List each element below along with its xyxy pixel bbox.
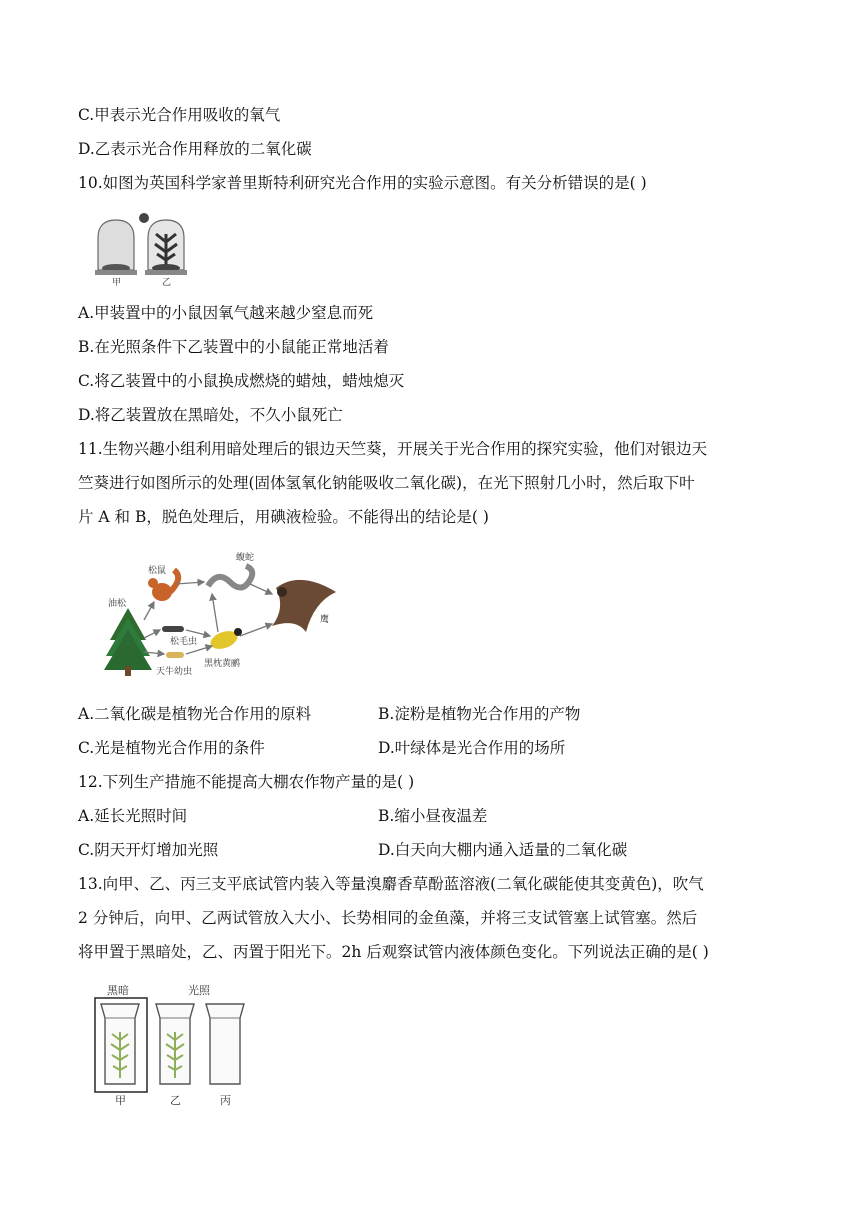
q11-label-caterpillar: 松毛虫 xyxy=(170,637,198,647)
q13-stem-line-3: 将甲置于黑暗处，乙、丙置于阳光下。2h 后观察试管内液体颜色变化。下列说法正确的是( ) xyxy=(78,943,709,961)
q10-option-b: B.在光照条件下乙装置中的小鼠能正常地活着 xyxy=(78,338,389,356)
q11-stem-line-1: 11.生物兴趣小组利用暗处理后的银边天竺葵，开展关于光合作用的探究实验，他们对银边天 xyxy=(78,440,708,458)
q9-option-d: D.乙表示光合作用释放的二氧化碳 xyxy=(78,140,312,158)
q12-option-a: A.延长光照时间 xyxy=(78,807,188,825)
q13-stem-line-2: 2 分钟后，向甲、乙两试管放入大小、长势相同的金鱼藻，并将三支试管塞上试管塞。然后 xyxy=(78,909,698,927)
q13-label-tube-b: 乙 xyxy=(170,1094,181,1107)
q12-option-b: B.缩小昼夜温差 xyxy=(378,807,488,825)
q11-label-pine: 油松 xyxy=(108,599,127,609)
q10-option-c: C.将乙装置中的小鼠换成燃烧的蜡烛，蜡烛熄灭 xyxy=(78,372,405,390)
q9-option-c: C.甲表示光合作用吸收的氧气 xyxy=(78,106,281,124)
q10-label-jia: 甲 xyxy=(112,278,122,288)
q11-label-snake: 蝮蛇 xyxy=(236,553,255,563)
q11-stem-line-3: 片 A 和 B，脱色处理后，用碘液检验。不能得出的结论是( ) xyxy=(78,508,489,526)
q11-figure-food-web xyxy=(100,548,350,680)
q11-stem-line-2: 竺葵进行如图所示的处理(固体氢氧化钠能吸收二氧化碳)，在光下照射几小时，然后取下叶 xyxy=(78,474,695,492)
q12-option-d: D.白天向大棚内通入适量的二氧化碳 xyxy=(378,841,628,859)
q11-label-oriole: 黑枕黄鹂 xyxy=(204,659,241,669)
q12-option-c: C.阴天开灯增加光照 xyxy=(78,841,219,859)
q11-label-squirrel: 松鼠 xyxy=(148,566,167,576)
q10-figure-bell-jars xyxy=(92,208,202,288)
q13-label-tube-a: 甲 xyxy=(115,1094,126,1107)
q10-option-d: D.将乙装置放在黑暗处，不久小鼠死亡 xyxy=(78,406,343,424)
q11-option-c: C.光是植物光合作用的条件 xyxy=(78,739,265,757)
q13-stem-line-1: 13.向甲、乙、丙三支平底试管内装入等量溴麝香草酚蓝溶液(二氧化碳能使其变黄色)，吹气 xyxy=(78,875,704,893)
q10-stem: 10.如图为英国科学家普里斯特利研究光合作用的实验示意图。有关分析错误的是( ) xyxy=(78,174,647,192)
q10-label-yi: 乙 xyxy=(162,278,172,288)
q13-figure-test-tubes xyxy=(90,980,260,1110)
q10-option-a: A.甲装置中的小鼠因氧气越来越少窒息而死 xyxy=(78,304,374,322)
q13-label-tube-c: 丙 xyxy=(220,1094,231,1107)
q13-label-dark: 黑暗 xyxy=(107,984,129,997)
q11-option-b: B.淀粉是植物光合作用的产物 xyxy=(378,705,581,723)
q11-label-hawk: 鹰 xyxy=(320,615,330,625)
q11-label-larva: 天牛幼虫 xyxy=(156,667,193,677)
q12-stem: 12.下列生产措施不能提高大棚农作物产量的是( ) xyxy=(78,773,415,791)
q11-option-d: D.叶绿体是光合作用的场所 xyxy=(378,739,566,757)
q13-label-light: 光照 xyxy=(188,984,210,997)
q11-option-a: A.二氧化碳是植物光合作用的原料 xyxy=(78,705,312,723)
